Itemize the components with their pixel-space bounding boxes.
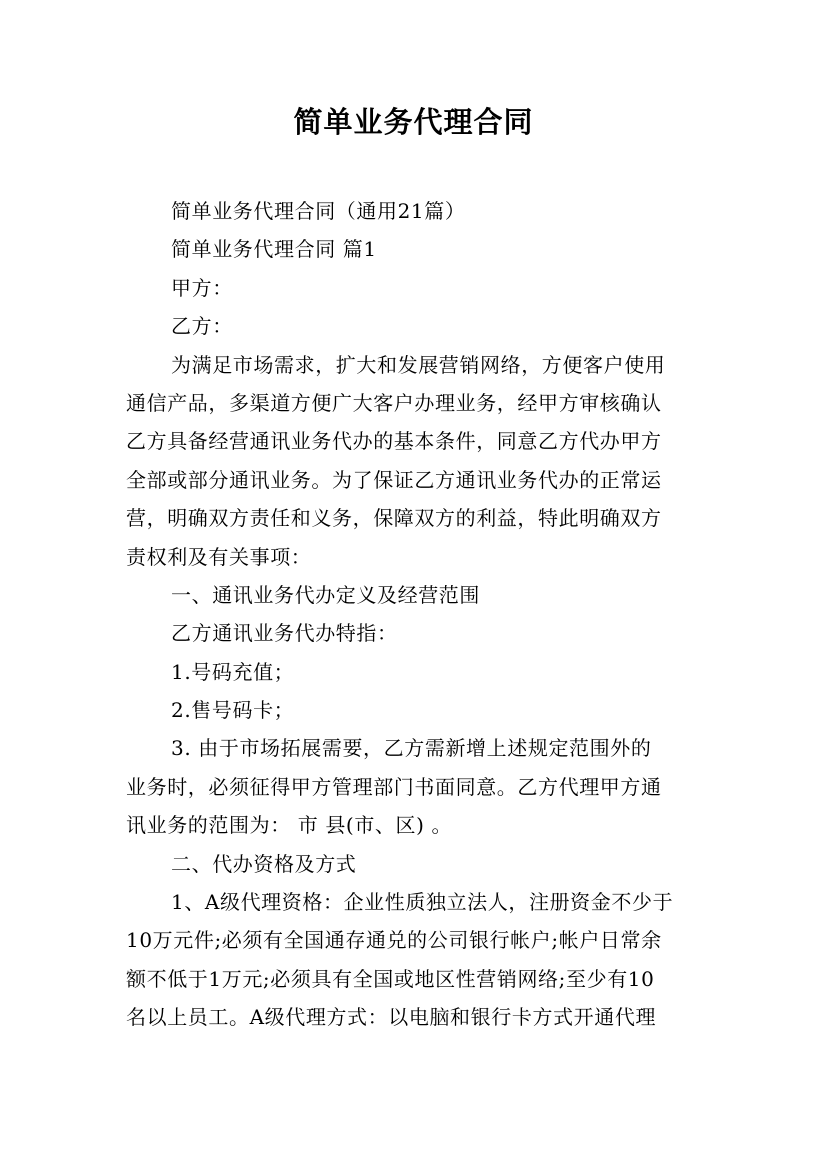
document-line: 一、通讯业务代办定义及经营范围: [171, 582, 480, 607]
document-line: 营，明确双方责任和义务，保障双方的利益，特此明确双方: [126, 506, 662, 531]
document-title: 简单业务代理合同: [293, 105, 534, 139]
document-line: 简单业务代理合同（通用21篇）: [171, 199, 466, 223]
document-body: [126, 192, 704, 1037]
document-line: 10万元件;必须有全国通存通兑的公司银行帐户;帐户日常余: [126, 928, 662, 953]
document-line: 业务时，必须征得甲方管理部门书面同意。乙方代理甲方通: [126, 774, 662, 799]
document-line: 3. 由于市场拓展需要，乙方需新增上述规定范围外的: [171, 736, 652, 761]
document-line: 1.号码充值；: [171, 659, 295, 684]
document-line: 讯业务的范围为： 市 县(市、区) 。: [126, 813, 453, 838]
document-line: 通信产品，多渠道方便广大客户办理业务，经甲方审核确认: [126, 390, 662, 415]
document-line: 2.售号码卡；: [171, 698, 295, 723]
document-line: 二、代办资格及方式: [171, 851, 357, 876]
document-line: 额不低于1万元;必须具有全国或地区性营销网络;至少有10: [126, 966, 655, 991]
document-line: 全部或部分通讯业务。为了保证乙方通讯业务代办的正常运: [126, 467, 662, 492]
document-line: 乙方通讯业务代办特指：: [171, 621, 398, 646]
document-line: 责权利及有关事项：: [126, 544, 312, 569]
document-line: 为满足市场需求，扩大和发展营销网络，方便客户使用: [171, 352, 666, 377]
document-line: 乙方：: [171, 314, 233, 339]
document-line: 1、A级代理资格：企业性质独立法人，注册资金不少于: [171, 890, 674, 915]
document-line: 简单业务代理合同 篇1: [171, 237, 377, 262]
document-line: 甲方：: [171, 275, 233, 300]
document-line: 名以上员工。A级代理方式：以电脑和银行卡方式开通代理: [126, 1005, 657, 1030]
document-line: 乙方具备经营通讯业务代办的基本条件，同意乙方代办甲方: [126, 429, 662, 454]
